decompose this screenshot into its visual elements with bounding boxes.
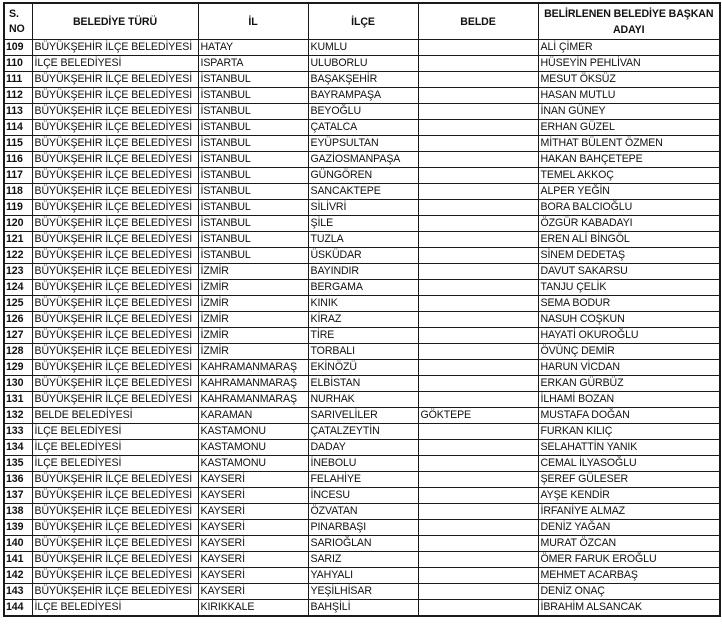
candidate-name-cell: HAYATİ OKUROĞLU: [538, 328, 720, 344]
municipality-type-cell: BÜYÜKŞEHİR İLÇE BELEDİYESİ: [32, 232, 198, 248]
province-cell: KASTAMONU: [198, 440, 308, 456]
province-cell: İSTANBUL: [198, 232, 308, 248]
district-cell: TİRE: [308, 328, 418, 344]
town-cell: [418, 360, 538, 376]
table-row: [4, 472, 720, 488]
candidate-table: [3, 2, 721, 617]
district-cell: SARIOĞLAN: [308, 536, 418, 552]
municipality-type-cell: İLÇE BELEDİYESİ: [32, 424, 198, 440]
province-cell: İSTANBUL: [198, 168, 308, 184]
candidate-name-cell: ERHAN GÜZEL: [538, 120, 720, 136]
table-row: [4, 376, 720, 392]
row-number-cell: 124: [4, 280, 32, 296]
row-number-cell: 111: [4, 72, 32, 88]
town-cell: [418, 312, 538, 328]
municipality-type-cell: BÜYÜKŞEHİR İLÇE BELEDİYESİ: [32, 184, 198, 200]
row-number-cell: 141: [4, 552, 32, 568]
municipality-type-cell: BÜYÜKŞEHİR İLÇE BELEDİYESİ: [32, 504, 198, 520]
table-row: [4, 312, 720, 328]
municipality-type-cell: BÜYÜKŞEHİR İLÇE BELEDİYESİ: [32, 104, 198, 120]
district-cell: BAYINDIR: [308, 264, 418, 280]
candidate-name-cell: ALPER YEĞİN: [538, 184, 720, 200]
municipality-type-cell: BÜYÜKŞEHİR İLÇE BELEDİYESİ: [32, 40, 198, 56]
town-cell: [418, 504, 538, 520]
town-cell: [418, 56, 538, 72]
province-cell: KAYSERİ: [198, 552, 308, 568]
row-number-cell: 119: [4, 200, 32, 216]
district-cell: İNEBOLU: [308, 456, 418, 472]
district-cell: ÖZVATAN: [308, 504, 418, 520]
town-cell: [418, 296, 538, 312]
row-number-cell: 122: [4, 248, 32, 264]
table-row: [4, 280, 720, 296]
province-cell: KAYSERİ: [198, 472, 308, 488]
municipality-type-cell: BÜYÜKŞEHİR İLÇE BELEDİYESİ: [32, 360, 198, 376]
town-cell: [418, 88, 538, 104]
municipality-type-cell: İLÇE BELEDİYESİ: [32, 440, 198, 456]
town-cell: [418, 216, 538, 232]
candidate-name-cell: HAKAN BAHÇETEPE: [538, 152, 720, 168]
row-number-cell: 115: [4, 136, 32, 152]
district-cell: BERGAMA: [308, 280, 418, 296]
table-row: [4, 584, 720, 600]
table-row: [4, 200, 720, 216]
district-cell: ÇATALCA: [308, 120, 418, 136]
row-number-cell: 140: [4, 536, 32, 552]
header-row: [4, 3, 720, 40]
district-cell: BAYRAMPAŞA: [308, 88, 418, 104]
candidate-name-cell: MURAT ÖZCAN: [538, 536, 720, 552]
candidate-name-cell: HÜSEYİN PEHLİVAN: [538, 56, 720, 72]
row-number-cell: 134: [4, 440, 32, 456]
row-number-cell: 139: [4, 520, 32, 536]
province-cell: KARAMAN: [198, 408, 308, 424]
district-cell: TUZLA: [308, 232, 418, 248]
header-aday: BELİRLENEN BELEDİYE BAŞKAN ADAYI: [538, 3, 720, 40]
municipality-type-cell: BÜYÜKŞEHİR İLÇE BELEDİYESİ: [32, 488, 198, 504]
town-cell: [418, 344, 538, 360]
table-row: [4, 296, 720, 312]
province-cell: İZMİR: [198, 344, 308, 360]
town-cell: [418, 152, 538, 168]
municipality-type-cell: BÜYÜKŞEHİR İLÇE BELEDİYESİ: [32, 328, 198, 344]
header-ilce: İLÇE: [308, 3, 418, 40]
table-row: [4, 232, 720, 248]
district-cell: NURHAK: [308, 392, 418, 408]
province-cell: İSTANBUL: [198, 88, 308, 104]
town-cell: [418, 440, 538, 456]
district-cell: GAZİOSMANPAŞA: [308, 152, 418, 168]
header-type: BELEDİYE TÜRÜ: [32, 3, 198, 40]
candidate-name-cell: İNAN GÜNEY: [538, 104, 720, 120]
row-number-cell: 132: [4, 408, 32, 424]
row-number-cell: 127: [4, 328, 32, 344]
table-row: [4, 184, 720, 200]
table-row: [4, 136, 720, 152]
province-cell: İSTANBUL: [198, 216, 308, 232]
town-cell: [418, 184, 538, 200]
town-cell: [418, 264, 538, 280]
table-row: [4, 344, 720, 360]
municipality-type-cell: BÜYÜKŞEHİR İLÇE BELEDİYESİ: [32, 200, 198, 216]
province-cell: KAHRAMANMARAŞ: [198, 376, 308, 392]
town-cell: [418, 72, 538, 88]
province-cell: İSTANBUL: [198, 248, 308, 264]
table-row: [4, 264, 720, 280]
province-cell: KIRIKKALE: [198, 600, 308, 617]
town-cell: [418, 456, 538, 472]
town-cell: GÖKTEPE: [418, 408, 538, 424]
row-number-cell: 133: [4, 424, 32, 440]
row-number-cell: 142: [4, 568, 32, 584]
town-cell: [418, 168, 538, 184]
table-row: [4, 248, 720, 264]
district-cell: GÜNGÖREN: [308, 168, 418, 184]
table-row: [4, 152, 720, 168]
municipality-type-cell: İLÇE BELEDİYESİ: [32, 456, 198, 472]
row-number-cell: 126: [4, 312, 32, 328]
candidate-name-cell: EREN ALİ BİNGÖL: [538, 232, 720, 248]
table-row: [4, 536, 720, 552]
town-cell: [418, 200, 538, 216]
candidate-name-cell: DENİZ YAĞAN: [538, 520, 720, 536]
candidate-name-cell: FURKAN KILIÇ: [538, 424, 720, 440]
candidate-name-cell: MUSTAFA DOĞAN: [538, 408, 720, 424]
row-number-cell: 112: [4, 88, 32, 104]
candidate-name-cell: AYŞE KENDİR: [538, 488, 720, 504]
municipality-type-cell: BÜYÜKŞEHİR İLÇE BELEDİYESİ: [32, 264, 198, 280]
row-number-cell: 109: [4, 40, 32, 56]
row-number-cell: 121: [4, 232, 32, 248]
table-body: [4, 40, 720, 617]
province-cell: KAYSERİ: [198, 536, 308, 552]
town-cell: [418, 536, 538, 552]
municipality-type-cell: BÜYÜKŞEHİR İLÇE BELEDİYESİ: [32, 520, 198, 536]
candidate-name-cell: HARUN VİCDAN: [538, 360, 720, 376]
header-no: S. NO: [4, 3, 32, 40]
municipality-type-cell: BÜYÜKŞEHİR İLÇE BELEDİYESİ: [32, 472, 198, 488]
row-number-cell: 143: [4, 584, 32, 600]
municipality-type-cell: BÜYÜKŞEHİR İLÇE BELEDİYESİ: [32, 536, 198, 552]
municipality-type-cell: BÜYÜKŞEHİR İLÇE BELEDİYESİ: [32, 216, 198, 232]
municipality-type-cell: BÜYÜKŞEHİR İLÇE BELEDİYESİ: [32, 152, 198, 168]
district-cell: ŞİLE: [308, 216, 418, 232]
province-cell: KAYSERİ: [198, 504, 308, 520]
district-cell: ÜSKÜDAR: [308, 248, 418, 264]
row-number-cell: 123: [4, 264, 32, 280]
candidate-name-cell: SELAHATTİN YANIK: [538, 440, 720, 456]
candidate-name-cell: MESUT ÖKSÜZ: [538, 72, 720, 88]
candidate-name-cell: DAVUT SAKARSU: [538, 264, 720, 280]
header-il: İL: [198, 3, 308, 40]
candidate-name-cell: SİNEM DEDETAŞ: [538, 248, 720, 264]
municipality-type-cell: BELDE BELEDİYESİ: [32, 408, 198, 424]
table-row: [4, 488, 720, 504]
town-cell: [418, 488, 538, 504]
town-cell: [418, 248, 538, 264]
municipality-type-cell: BÜYÜKŞEHİR İLÇE BELEDİYESİ: [32, 248, 198, 264]
municipality-type-cell: BÜYÜKŞEHİR İLÇE BELEDİYESİ: [32, 376, 198, 392]
row-number-cell: 118: [4, 184, 32, 200]
town-cell: [418, 280, 538, 296]
district-cell: YAHYALI: [308, 568, 418, 584]
candidate-name-cell: ŞEREF GÜLESER: [538, 472, 720, 488]
municipality-type-cell: BÜYÜKŞEHİR İLÇE BELEDİYESİ: [32, 552, 198, 568]
district-cell: İNCESU: [308, 488, 418, 504]
candidate-name-cell: TANJU ÇELİK: [538, 280, 720, 296]
table-row: [4, 168, 720, 184]
town-cell: [418, 552, 538, 568]
row-number-cell: 135: [4, 456, 32, 472]
municipality-type-cell: BÜYÜKŞEHİR İLÇE BELEDİYESİ: [32, 120, 198, 136]
row-number-cell: 116: [4, 152, 32, 168]
town-cell: [418, 472, 538, 488]
candidate-name-cell: ÖMER FARUK EROĞLU: [538, 552, 720, 568]
table-row: [4, 520, 720, 536]
candidate-name-cell: ÖZGÜR KABADAYI: [538, 216, 720, 232]
municipality-type-cell: BÜYÜKŞEHİR İLÇE BELEDİYESİ: [32, 344, 198, 360]
district-cell: SİLİVRİ: [308, 200, 418, 216]
table-row: [4, 216, 720, 232]
district-cell: EYÜPSULTAN: [308, 136, 418, 152]
town-cell: [418, 568, 538, 584]
candidate-name-cell: MİTHAT BÜLENT ÖZMEN: [538, 136, 720, 152]
province-cell: ISPARTA: [198, 56, 308, 72]
row-number-cell: 128: [4, 344, 32, 360]
district-cell: YEŞİLHİSAR: [308, 584, 418, 600]
province-cell: İZMİR: [198, 264, 308, 280]
municipality-type-cell: BÜYÜKŞEHİR İLÇE BELEDİYESİ: [32, 392, 198, 408]
table-row: [4, 40, 720, 56]
candidate-name-cell: TEMEL AKKOÇ: [538, 168, 720, 184]
row-number-cell: 131: [4, 392, 32, 408]
municipality-type-cell: BÜYÜKŞEHİR İLÇE BELEDİYESİ: [32, 280, 198, 296]
table-row: [4, 56, 720, 72]
table-row: [4, 456, 720, 472]
district-cell: TORBALI: [308, 344, 418, 360]
town-cell: [418, 40, 538, 56]
province-cell: KASTAMONU: [198, 424, 308, 440]
row-number-cell: 144: [4, 600, 32, 617]
candidate-name-cell: ALİ ÇİMER: [538, 40, 720, 56]
row-number-cell: 136: [4, 472, 32, 488]
row-number-cell: 137: [4, 488, 32, 504]
table-row: [4, 408, 720, 424]
candidate-name-cell: MEHMET ACARBAŞ: [538, 568, 720, 584]
province-cell: İZMİR: [198, 280, 308, 296]
province-cell: İSTANBUL: [198, 184, 308, 200]
district-cell: BAHŞİLİ: [308, 600, 418, 617]
town-cell: [418, 600, 538, 617]
district-cell: ÇATALZEYTİN: [308, 424, 418, 440]
province-cell: İZMİR: [198, 328, 308, 344]
district-cell: FELAHİYE: [308, 472, 418, 488]
row-number-cell: 110: [4, 56, 32, 72]
row-number-cell: 120: [4, 216, 32, 232]
candidate-name-cell: DENİZ ONAÇ: [538, 584, 720, 600]
district-cell: SANCAKTEPE: [308, 184, 418, 200]
district-cell: DADAY: [308, 440, 418, 456]
table-row: [4, 552, 720, 568]
candidate-name-cell: İRFANİYE ALMAZ: [538, 504, 720, 520]
municipality-type-cell: BÜYÜKŞEHİR İLÇE BELEDİYESİ: [32, 72, 198, 88]
municipality-type-cell: BÜYÜKŞEHİR İLÇE BELEDİYESİ: [32, 136, 198, 152]
district-cell: KINIK: [308, 296, 418, 312]
candidate-name-cell: SEMA BODUR: [538, 296, 720, 312]
province-cell: KAYSERİ: [198, 568, 308, 584]
table-row: [4, 72, 720, 88]
candidate-name-cell: BORA BALCIOĞLU: [538, 200, 720, 216]
municipality-type-cell: İLÇE BELEDİYESİ: [32, 56, 198, 72]
candidate-name-cell: İBRAHİM ALSANCAK: [538, 600, 720, 617]
province-cell: İZMİR: [198, 312, 308, 328]
candidate-name-cell: ÖVÜNÇ DEMİR: [538, 344, 720, 360]
candidate-name-cell: ERKAN GÜRBÜZ: [538, 376, 720, 392]
row-number-cell: 114: [4, 120, 32, 136]
district-cell: BAŞAKŞEHİR: [308, 72, 418, 88]
province-cell: İSTANBUL: [198, 152, 308, 168]
province-cell: KAYSERİ: [198, 584, 308, 600]
candidate-name-cell: CEMAL İLYASOĞLU: [538, 456, 720, 472]
province-cell: İSTANBUL: [198, 136, 308, 152]
province-cell: KAHRAMANMARAŞ: [198, 392, 308, 408]
row-number-cell: 125: [4, 296, 32, 312]
row-number-cell: 138: [4, 504, 32, 520]
table-row: [4, 88, 720, 104]
province-cell: İZMİR: [198, 296, 308, 312]
table-row: [4, 328, 720, 344]
town-cell: [418, 232, 538, 248]
province-cell: İSTANBUL: [198, 72, 308, 88]
table-row: [4, 504, 720, 520]
province-cell: İSTANBUL: [198, 120, 308, 136]
candidate-name-cell: NASUH COŞKUN: [538, 312, 720, 328]
district-cell: KUMLU: [308, 40, 418, 56]
table-row: [4, 392, 720, 408]
municipality-type-cell: BÜYÜKŞEHİR İLÇE BELEDİYESİ: [32, 296, 198, 312]
table-row: [4, 360, 720, 376]
header-belde: BELDE: [418, 3, 538, 40]
province-cell: İSTANBUL: [198, 104, 308, 120]
district-cell: BEYOĞLU: [308, 104, 418, 120]
district-cell: EKİNÖZÜ: [308, 360, 418, 376]
row-number-cell: 130: [4, 376, 32, 392]
town-cell: [418, 392, 538, 408]
candidate-name-cell: HASAN MUTLU: [538, 88, 720, 104]
table-row: [4, 600, 720, 617]
row-number-cell: 113: [4, 104, 32, 120]
municipality-type-cell: BÜYÜKŞEHİR İLÇE BELEDİYESİ: [32, 312, 198, 328]
town-cell: [418, 376, 538, 392]
row-number-cell: 117: [4, 168, 32, 184]
province-cell: İSTANBUL: [198, 200, 308, 216]
table-row: [4, 424, 720, 440]
table-row: [4, 104, 720, 120]
district-cell: ULUBORLU: [308, 56, 418, 72]
town-cell: [418, 120, 538, 136]
town-cell: [418, 520, 538, 536]
town-cell: [418, 328, 538, 344]
table-row: [4, 120, 720, 136]
town-cell: [418, 104, 538, 120]
town-cell: [418, 424, 538, 440]
province-cell: KASTAMONU: [198, 456, 308, 472]
district-cell: KİRAZ: [308, 312, 418, 328]
province-cell: KAYSERİ: [198, 520, 308, 536]
table-row: [4, 568, 720, 584]
municipality-type-cell: BÜYÜKŞEHİR İLÇE BELEDİYESİ: [32, 88, 198, 104]
district-cell: PINARBAŞI: [308, 520, 418, 536]
table-row: [4, 440, 720, 456]
municipality-type-cell: BÜYÜKŞEHİR İLÇE BELEDİYESİ: [32, 568, 198, 584]
candidate-table-container: [3, 2, 719, 617]
province-cell: HATAY: [198, 40, 308, 56]
row-number-cell: 129: [4, 360, 32, 376]
candidate-name-cell: İLHAMİ BOZAN: [538, 392, 720, 408]
province-cell: KAYSERİ: [198, 488, 308, 504]
district-cell: SARIZ: [308, 552, 418, 568]
province-cell: KAHRAMANMARAŞ: [198, 360, 308, 376]
municipality-type-cell: BÜYÜKŞEHİR İLÇE BELEDİYESİ: [32, 168, 198, 184]
district-cell: ELBİSTAN: [308, 376, 418, 392]
town-cell: [418, 136, 538, 152]
municipality-type-cell: İLÇE BELEDİYESİ: [32, 600, 198, 617]
town-cell: [418, 584, 538, 600]
municipality-type-cell: BÜYÜKŞEHİR İLÇE BELEDİYESİ: [32, 584, 198, 600]
district-cell: SARIVELİLER: [308, 408, 418, 424]
